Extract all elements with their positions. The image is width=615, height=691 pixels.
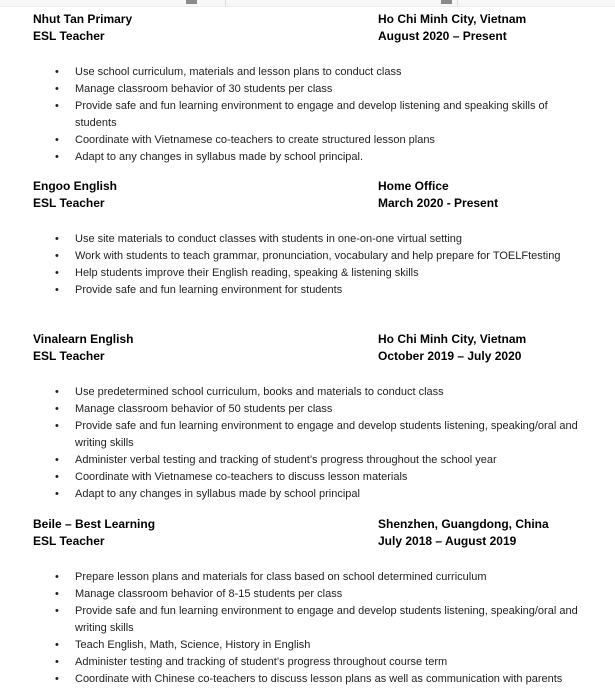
job-location: Ho Chi Minh City, Vietnam <box>378 12 527 26</box>
entry-header-right <box>378 178 587 212</box>
duty-list <box>33 231 587 299</box>
job-location: Home Office <box>378 179 449 193</box>
duty-item: • Use predetermined school curriculum, books and materials to conduct class <box>55 384 587 401</box>
entry-header-left <box>33 331 378 365</box>
entry-header-right <box>378 331 587 365</box>
duty-item: • Help students improve their English reading, speaking & listening skills <box>55 265 587 282</box>
duty-item: • Teach English, Math, Science, History in English <box>55 637 587 654</box>
duty-list <box>33 384 587 503</box>
job-dates: July 2018 – August 2019 <box>378 534 517 548</box>
duty-item: • Provide safe and fun learning environment for students <box>55 282 587 299</box>
company-name: Vinalearn English <box>33 332 134 346</box>
entry-header-left <box>33 11 378 45</box>
job-title: ESL Teacher <box>33 349 105 363</box>
experience-entry <box>33 331 587 503</box>
top-edge-fragment <box>186 0 197 4</box>
resume-experience-section <box>0 11 615 688</box>
job-location: Ho Chi Minh City, Vietnam <box>378 332 527 346</box>
job-dates: October 2019 – July 2020 <box>378 349 522 363</box>
duty-item: • Manage classroom behavior of 30 students per class <box>55 81 587 98</box>
duty-list <box>33 569 587 688</box>
duty-list <box>33 64 587 166</box>
entry-header <box>33 11 587 45</box>
entry-header <box>33 331 587 365</box>
company-name: Engoo English <box>33 179 117 193</box>
company-name: Beile – Best Learning <box>33 517 156 531</box>
top-edge-fragment <box>441 0 452 4</box>
duty-item: • Use site materials to conduct classes with students in one-on-one virtual setting <box>55 231 587 248</box>
entry-header-left <box>33 516 378 550</box>
job-dates: August 2020 – Present <box>378 29 507 43</box>
duty-item: • Adapt to any changes in syllabus made by school principal <box>55 486 587 503</box>
duty-item: • Prepare lesson plans and materials for class based on school determined curriculum <box>55 569 587 586</box>
entry-header-right <box>378 11 587 45</box>
duty-item: • Coordinate with Vietnamese co-teachers to create structured lesson plans <box>55 132 587 149</box>
entry-header-left <box>33 178 378 212</box>
job-title: ESL Teacher <box>33 29 105 43</box>
experience-entry <box>33 516 587 688</box>
job-title: ESL Teacher <box>33 534 105 548</box>
experience-entry <box>33 11 587 166</box>
duty-item: • Manage classroom behavior of 50 students per class <box>55 401 587 418</box>
top-edge-divider <box>457 0 458 6</box>
duty-item: • Use school curriculum, materials and lesson plans to conduct class <box>55 64 587 81</box>
duty-item: • Manage classroom behavior of 8-15 students per class <box>55 586 587 603</box>
job-dates: March 2020 - Present <box>378 196 499 210</box>
entry-header <box>33 516 587 550</box>
job-location: Shenzhen, Guangdong, China <box>378 517 549 531</box>
duty-item: • Work with students to teach grammar, pronunciation, vocabulary and help prepare for TOELFtesting <box>55 248 587 265</box>
entry-header <box>33 178 587 212</box>
duty-item: • Administer testing and tracking of student’s progress throughout course term <box>55 654 587 671</box>
entry-header-right <box>378 516 587 550</box>
duty-item: • Provide safe and fun learning environment to engage and develop students listening, speaking/oral and writing skills <box>55 418 587 452</box>
job-title: ESL Teacher <box>33 196 105 210</box>
experience-entry <box>33 178 587 299</box>
company-name: Nhut Tan Primary <box>33 12 133 26</box>
duty-item: • Provide safe and fun learning environment to engage and develop students listening, speaking/oral and writing skills <box>55 603 587 637</box>
top-edge-strip <box>0 0 615 7</box>
duty-item: • Adapt to any changes in syllabus made by school principal. <box>55 149 587 166</box>
duty-item: • Administer verbal testing and tracking of student’s progress throughout the school year <box>55 452 587 469</box>
duty-item: • Provide safe and fun learning environment to engage and develop listening and speaking skills of students <box>55 98 587 132</box>
duty-item: • Coordinate with Chinese co-teachers to discuss lesson plans as well as communication with parents <box>55 671 587 688</box>
duty-item: • Coordinate with Vietnamese co-teachers to discuss lesson materials <box>55 469 587 486</box>
top-edge-divider <box>225 0 226 6</box>
